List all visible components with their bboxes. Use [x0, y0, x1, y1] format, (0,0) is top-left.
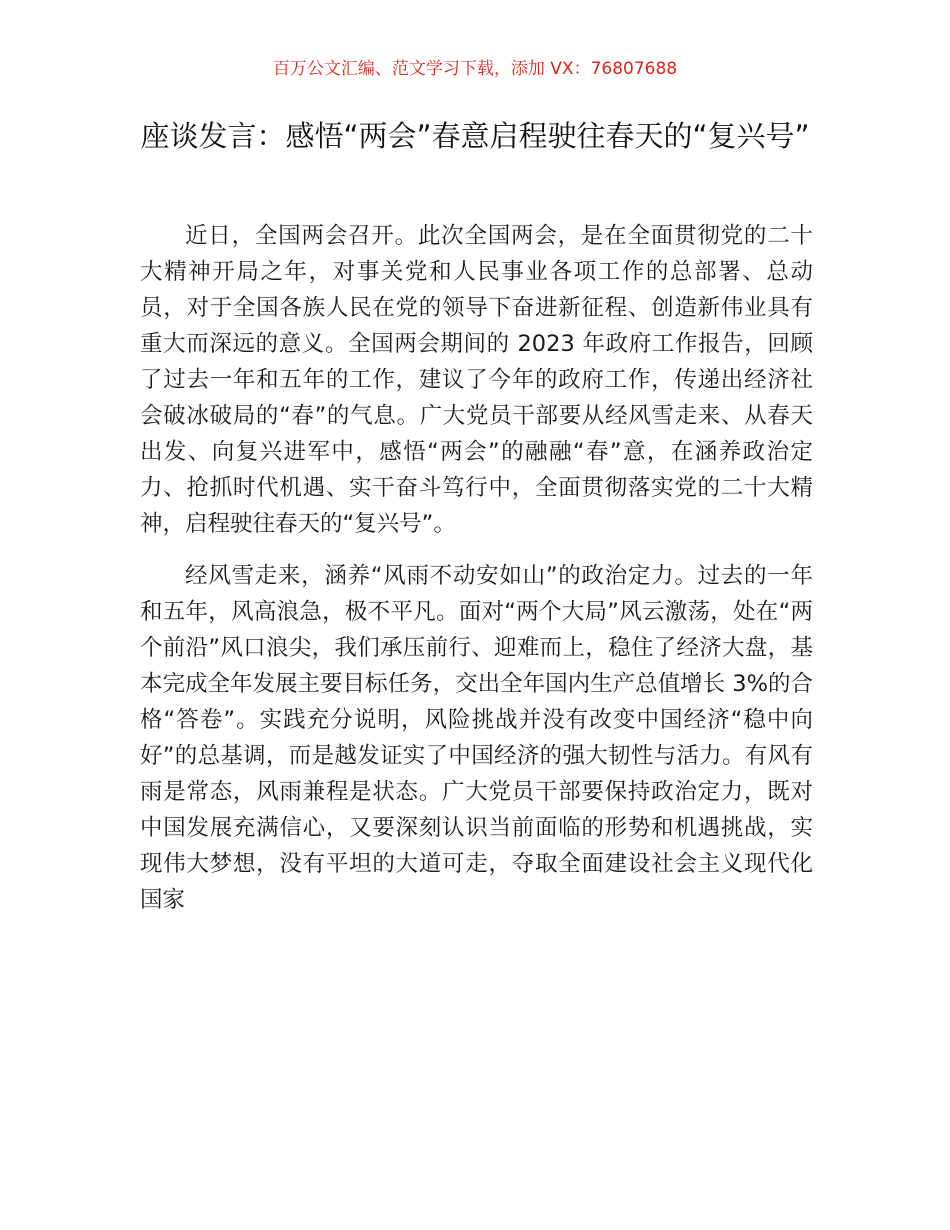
- header-watermark: 百万公文汇编、范文学习下载，添加 VX：76807688: [272, 59, 678, 79]
- paragraph-1: 近日，全国两会召开。此次全国两会，是在全面贯彻党的二十大精神开局之年，对事关党和人民事业各项工作的总部署、总动员，对于全国各族人民在党的领导下奋进新征程、创造新伟业具有重大而深远的意义。全国两会期间的 2023 年政府工作报告，回顾了过去一年和五年的工作，建议了今年的政府工作，传递出经济社会破冰破局的“春”的气息。广大党员干部要从经风雪走来、从春天出发、向复兴进军中，感悟“两会”的融融“春”意，在涵养政治定力、抢抓时代机遇、实干奋斗笃行中，全面贯彻落实党的二十大精神，启程驶往春天的“复兴号”。: [140, 223, 813, 537]
- document-title: 座谈发言：感悟“两会”春意启程驶往春天的“复兴号”: [140, 119, 810, 153]
- document-body: [140, 218, 813, 934]
- paragraph-2: 经风雪走来，涵养“风雨不动安如山”的政治定力。过去的一年和五年，风高浪急，极不平凡。面对“两个大局”风云激荡，处在“两个前沿”风口浪尖，我们承压前行、迎难而上，稳住了经济大盘，基本完成全年发展主要目标任务，交出全年国内生产总值增长 3%的合格“答卷”。实践充分说明，风险挑战并没有改变中国经济“稳中向好”的总基调，而是越发证实了中国经济的强大韧性与活力。有风有雨是常态，风雨兼程是状态。广大党员干部要保持政治定力，既对中国发展充满信心，又要深刻认识当前面临的形势和机遇挑战，实现伟大梦想，没有平坦的大道可走，夺取全面建设社会主义现代化国家: [140, 563, 813, 913]
